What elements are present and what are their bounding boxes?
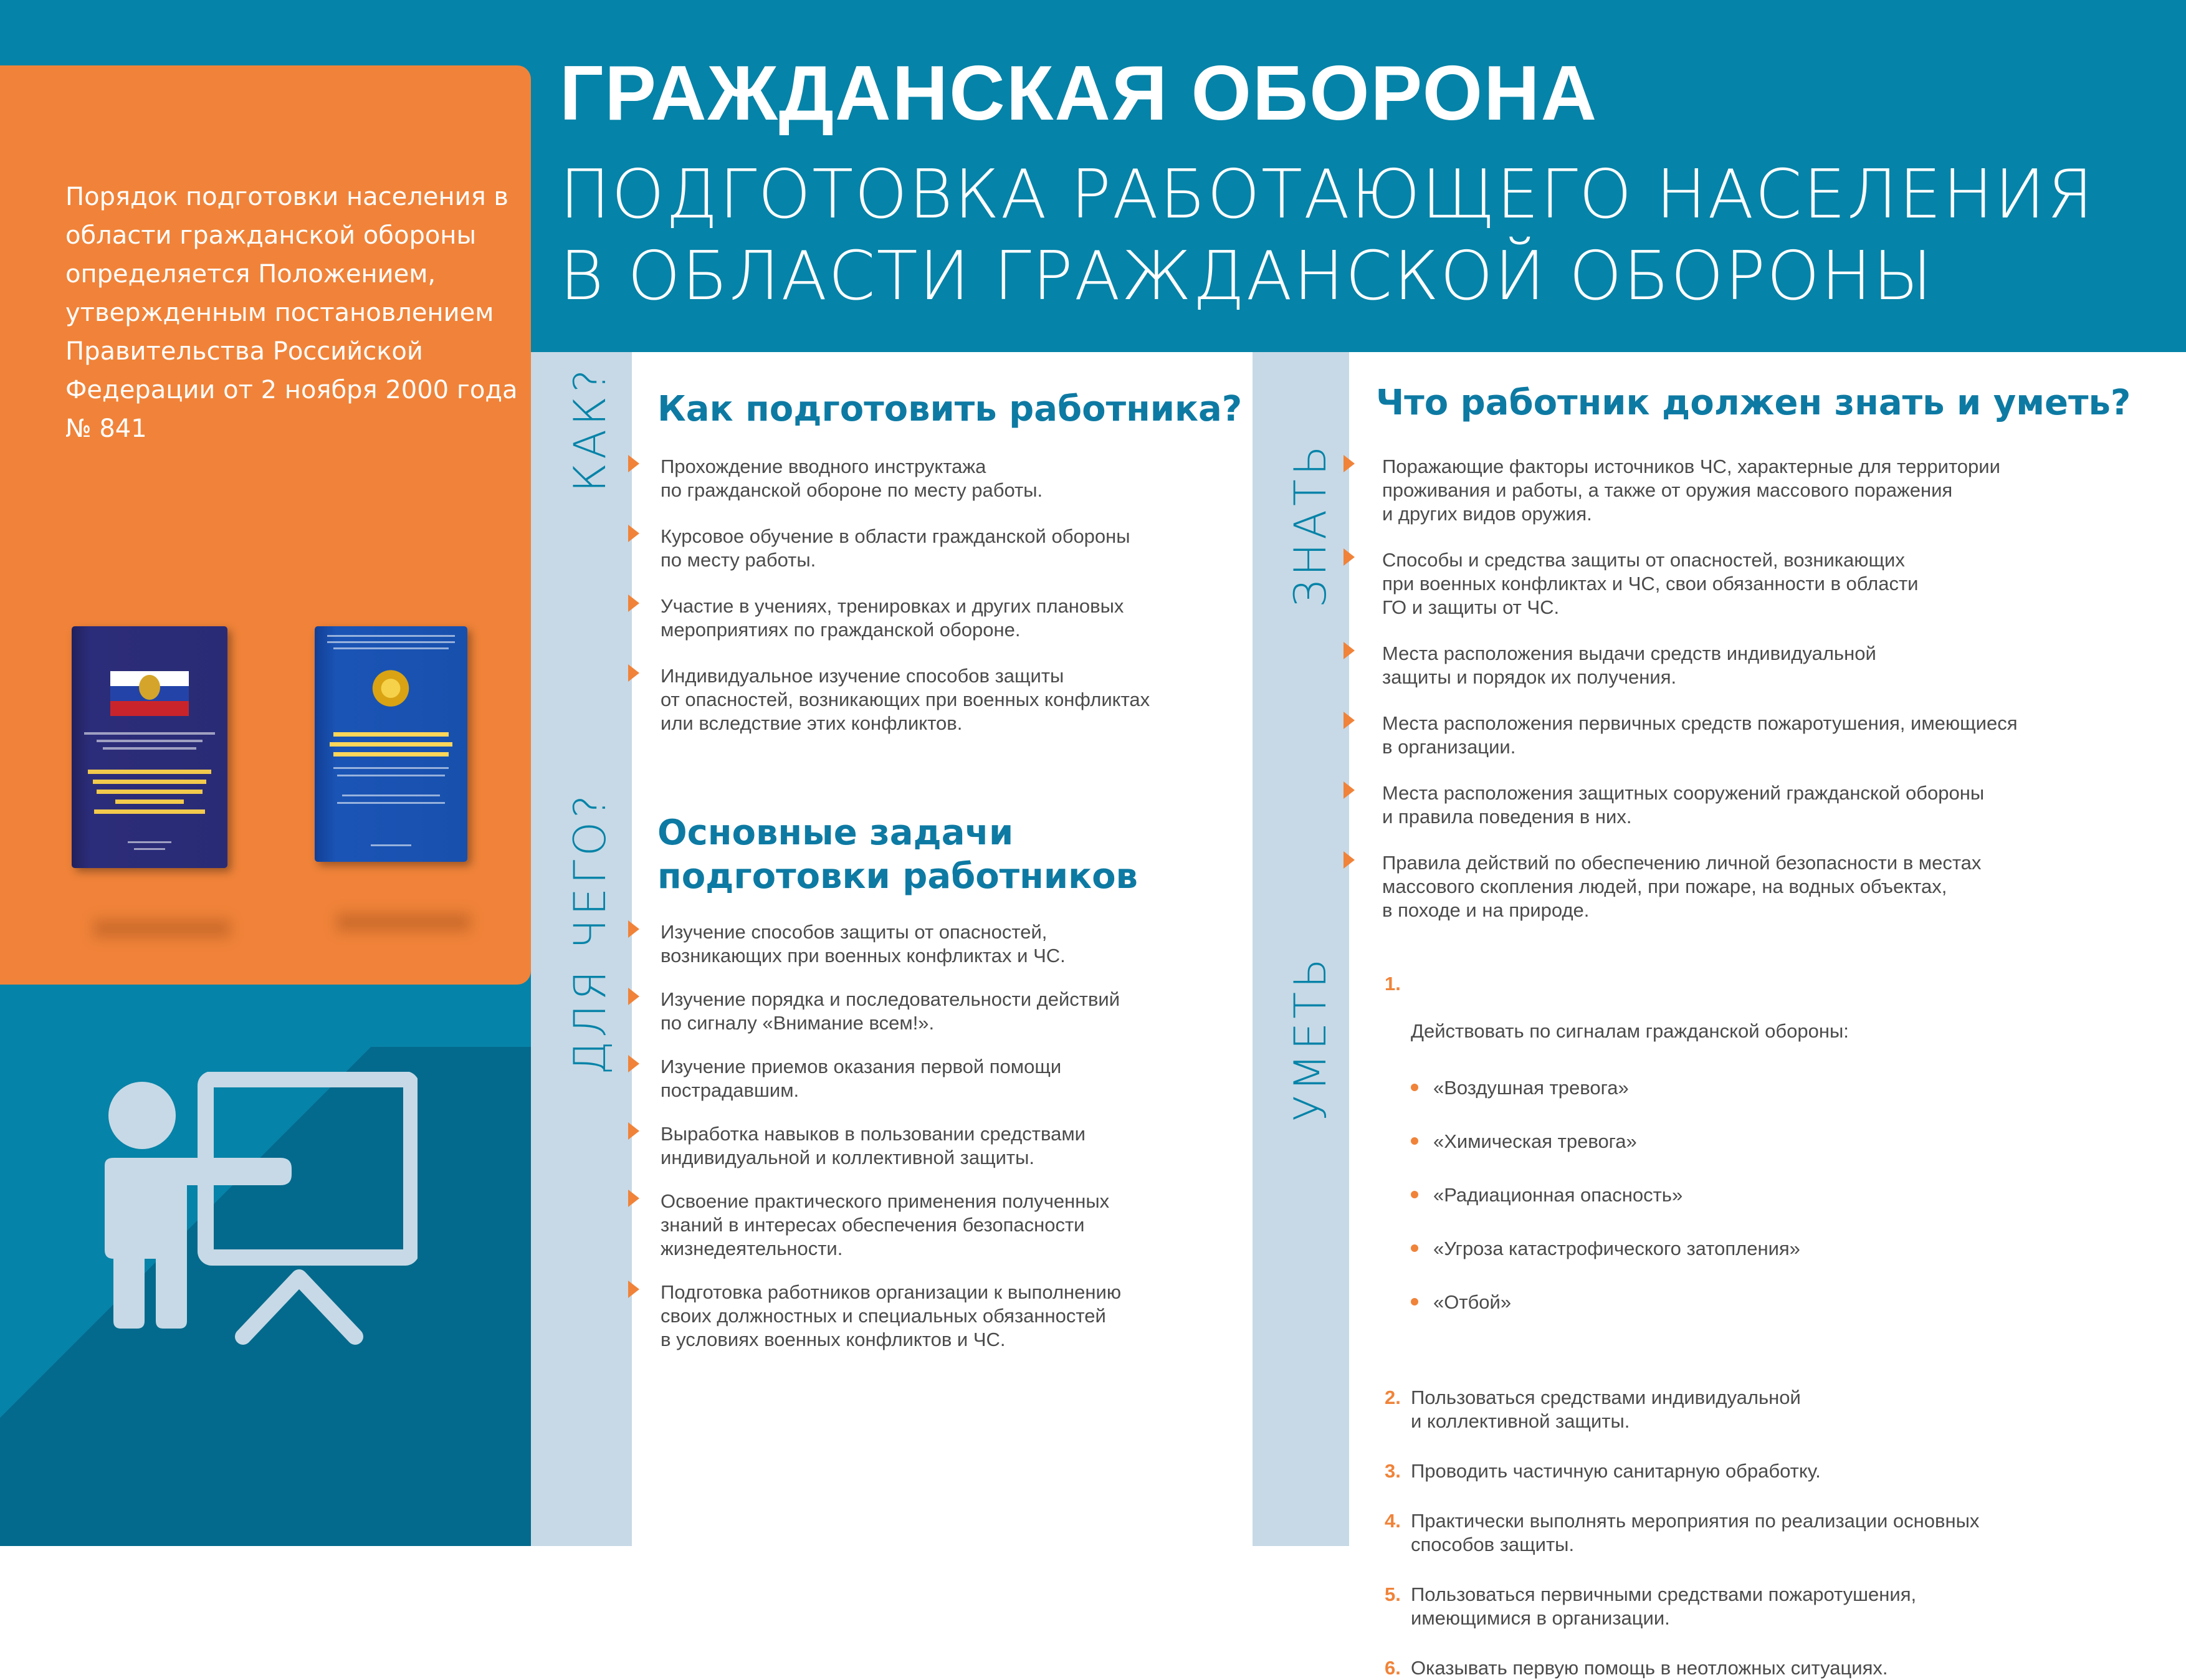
book-shadow — [93, 919, 231, 938]
intro-text: Порядок подготовки населения в области гражданской обороны определяется Положением, утвержденным постановлением Правительства Российской Федерации от 2 ноября 2000 года № 841 — [65, 183, 518, 443]
emergency-ministry-emblem-icon — [366, 664, 416, 718]
list-item: Изучение способов защиты от опасностей, возникающих при военных конфликтах и ЧС. — [661, 920, 1234, 968]
page-subtitle — [560, 155, 2094, 317]
arrow-icon — [628, 1190, 639, 1207]
header-band-left — [0, 0, 530, 65]
list-item: Прохождение вводного инструктажа по гражданской обороне по месту работы. — [661, 455, 1234, 502]
bullet-dot-icon — [1411, 1137, 1418, 1145]
arrow-icon — [1344, 455, 1355, 472]
list-item: Освоение практического применения полученных знаний в интересах обеспечения безопасности жизнедеятельности. — [661, 1190, 1234, 1261]
list-item: Правила действий по обеспечению личной безопасности в местах массового скопления людей, при пожаре, на водных объектах, в походе и на природе. — [1382, 851, 2174, 922]
list-can — [1385, 972, 2171, 1680]
heading-know: Что работник должен знать и уметь? — [1376, 383, 2131, 423]
list-why — [661, 920, 1234, 1352]
list-item: Индивидуальное изучение способов защиты от опасностей, возникающих при военных конфликтах или вследствие этих конфликтов. — [661, 664, 1234, 735]
numbered-item: 6. Оказывать первую помощь в неотложных ситуациях. — [1385, 1657, 1888, 1679]
arrow-icon — [1344, 851, 1355, 869]
arrow-icon — [628, 455, 639, 472]
subtitle-line-2: В ОБЛАСТИ ГРАЖДАНСКОЙ ОБОРОНЫ — [560, 237, 1934, 315]
heading-how: Как подготовить работника? — [657, 389, 1243, 429]
list-item: Способы и средства защиты от опасностей, возникающих при военных конфликтах и ЧС, свои обязанности в области ГО и защиты от ЧС. — [1382, 548, 2174, 619]
numbered-item: 1. Действовать по сигналам гражданской обороны: «Воздушная тревога» «Химическая тревога» «Радиационная опасность» «Угроза катастрофического затопления» «Отбой» — [1411, 972, 2171, 1365]
list-item: Места расположения первичных средств пожаротушения, имеющиеся в организации. — [1382, 712, 2174, 759]
list-item: Места расположения выдачи средств индивидуальной защиты и порядок их получения. — [1382, 642, 2174, 689]
numbered-item: 4. Практически выполнять мероприятия по реализации основных способов защиты. — [1385, 1510, 1980, 1555]
signal-item: «Воздушная тревога» — [1433, 1073, 2171, 1103]
list-item: Подготовка работников организации к выполнению своих должностных и специальных обязанностей в условиях военных конфликтов и ЧС. — [661, 1281, 1234, 1352]
arrow-icon — [628, 1281, 639, 1298]
arrow-icon — [1344, 642, 1355, 659]
list-item: Изучение порядка и последовательности действий по сигналу «Внимание всем!». — [661, 988, 1234, 1035]
arrow-icon — [628, 594, 639, 612]
teacher-at-board-icon — [93, 1072, 418, 1346]
arrow-icon — [628, 920, 639, 938]
list-item: Изучение приемов оказания первой помощи пострадавшим. — [661, 1055, 1234, 1102]
book-regulation-image — [72, 626, 227, 868]
numbered-item: 2. Пользоваться средствами индивидуальной и коллективной защиты. — [1385, 1386, 1801, 1432]
coat-of-arms-icon — [139, 675, 160, 700]
arrow-icon — [628, 525, 639, 542]
list-item: Участие в учениях, тренировках и других плановых мероприятиях по гражданской обороне. — [661, 594, 1234, 642]
side-label-can: УМЕТЬ — [1285, 954, 1336, 1122]
book-shadow — [336, 913, 470, 932]
side-label-how: КАК? — [565, 365, 616, 492]
arrow-icon — [1344, 548, 1355, 566]
arrow-icon — [628, 988, 639, 1005]
numbered-item: 3. Проводить частичную санитарную обработку. — [1385, 1460, 1821, 1482]
list-item: Выработка навыков в пользовании средствами индивидуальной и коллективной защиты. — [661, 1122, 1234, 1170]
heading-why: Основные задачи подготовки работников — [657, 813, 1138, 897]
signal-item: «Отбой» — [1433, 1287, 2171, 1317]
signal-item: «Химическая тревога» — [1433, 1127, 2171, 1157]
arrow-icon — [628, 664, 639, 682]
side-label-know: ЗНАТЬ — [1285, 442, 1336, 608]
page-title: ГРАЖДАНСКАЯ ОБОРОНА — [560, 50, 1598, 136]
intro-panel — [0, 65, 531, 985]
list-item: Поражающие факторы источников ЧС, характерные для территории проживания и работы, а также от оружия массового поражения и других видов оружия. — [1382, 455, 2174, 526]
signal-item: «Угроза катастрофического затопления» — [1433, 1234, 2171, 1264]
list-know — [1382, 455, 2174, 922]
list-item: Места расположения защитных сооружений гражданской обороны и правила поведения в них. — [1382, 781, 2174, 829]
bullet-dot-icon — [1411, 1084, 1418, 1091]
side-label-why: ДЛЯ ЧЕГО? — [565, 791, 616, 1075]
arrow-icon — [628, 1055, 639, 1072]
bullet-dot-icon — [1411, 1191, 1418, 1198]
bullet-dot-icon — [1411, 1244, 1418, 1252]
bullet-dot-icon — [1411, 1298, 1418, 1305]
arrow-icon — [1344, 781, 1355, 799]
arrow-icon — [1344, 712, 1355, 729]
numbered-item: 5. Пользоваться первичными средствами пожаротушения, имеющимися в организации. — [1385, 1583, 1917, 1629]
list-how — [661, 455, 1234, 735]
list-item: Курсовое обучение в области гражданской обороны по месту работы. — [661, 525, 1234, 572]
arrow-icon — [628, 1122, 639, 1140]
book-program-image — [315, 626, 467, 862]
signal-list — [1433, 1049, 2171, 1341]
subtitle-line-1: ПОДГОТОВКА РАБОТАЮЩЕГО НАСЕЛЕНИЯ — [560, 156, 2095, 234]
signal-item: «Радиационная опасность» — [1433, 1180, 2171, 1210]
